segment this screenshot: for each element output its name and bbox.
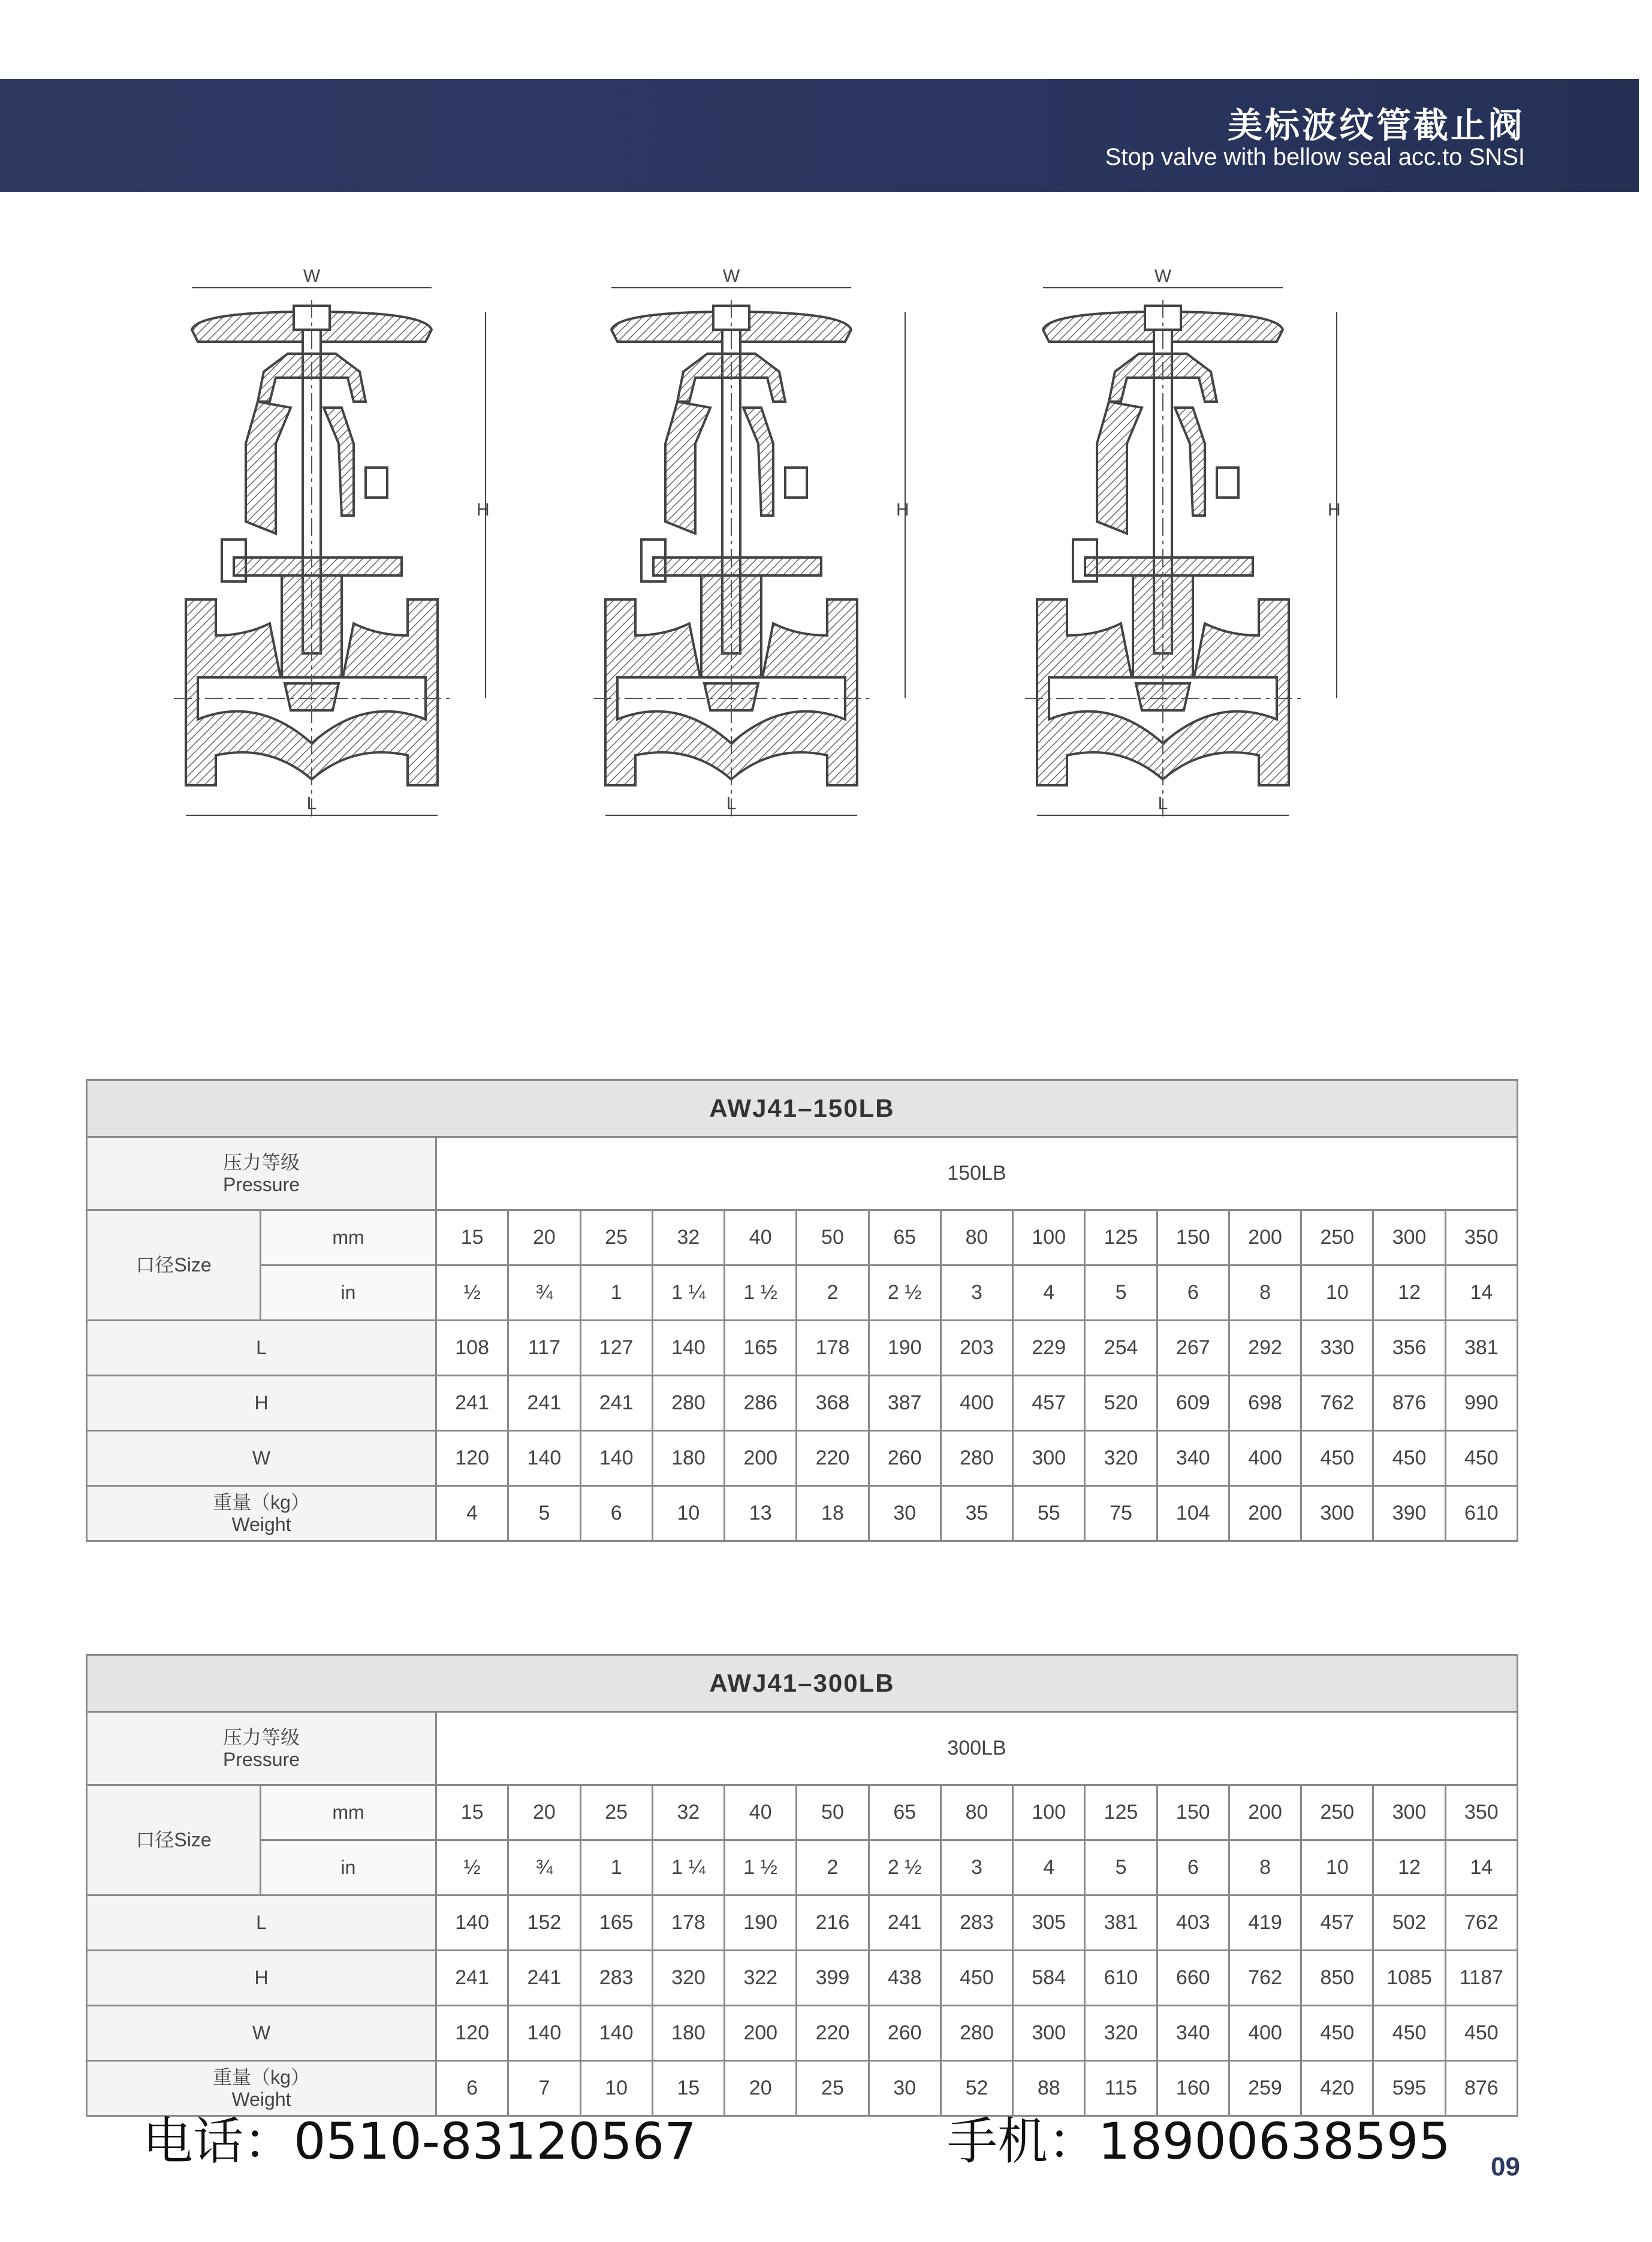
table-cell: 220 xyxy=(797,1431,869,1486)
table-cell: 1 ½ xyxy=(725,1840,797,1896)
table-cell: 140 xyxy=(580,1431,652,1486)
table-cell: 1 ¼ xyxy=(652,1265,724,1321)
table-cell: 368 xyxy=(797,1376,869,1431)
table-cell: 6 xyxy=(580,1486,652,1541)
table-cell: 15 xyxy=(436,1210,508,1265)
table-row xyxy=(87,1951,1518,2006)
table-cell: 88 xyxy=(1013,2061,1085,2116)
table-cell: 13 xyxy=(725,1486,797,1541)
table-row xyxy=(87,2006,1518,2061)
pressure-value: 300LB xyxy=(436,1712,1518,1785)
table-cell: 610 xyxy=(1085,1951,1157,2006)
table-cell: 100 xyxy=(1013,1210,1085,1265)
table-cell: 4 xyxy=(1013,1840,1085,1896)
table-cell: 1 xyxy=(580,1265,652,1321)
page-title-cn: 美标波纹管截止阀 xyxy=(1227,105,1525,146)
table-cell: 450 xyxy=(1445,1431,1517,1486)
footer-mobile: 手机：18900638595 xyxy=(947,2112,1451,2171)
table-cell: 14 xyxy=(1445,1265,1517,1321)
table-cell: 120 xyxy=(436,2006,508,2061)
page-title-en: Stop valve with bellow seal acc.to SNSI xyxy=(1105,144,1525,170)
table-cell: 280 xyxy=(940,2006,1012,2061)
pressure-value: 150LB xyxy=(436,1137,1518,1210)
spec-table-150lb xyxy=(86,1079,1518,1542)
table-cell: 125 xyxy=(1085,1785,1157,1840)
table-cell: 660 xyxy=(1157,1951,1229,2006)
table-cell: 450 xyxy=(940,1951,1012,2006)
spec-table-300lb xyxy=(86,1654,1518,2117)
table-cell: 35 xyxy=(940,1486,1012,1541)
table-cell: 6 xyxy=(1157,1265,1229,1321)
table-cell: 400 xyxy=(940,1376,1012,1431)
table-cell: 165 xyxy=(580,1896,652,1951)
table-caption: AWJ41–150LB xyxy=(87,1080,1518,1137)
table-cell: 190 xyxy=(869,1321,940,1376)
table-cell: 2 xyxy=(797,1265,869,1321)
table-cell: 52 xyxy=(940,2061,1012,2116)
table-cell: 387 xyxy=(869,1376,940,1431)
table-cell: L xyxy=(87,1896,436,1951)
table-cell: 300 xyxy=(1373,1210,1445,1265)
table-cell: 762 xyxy=(1301,1376,1373,1431)
table-cell: 125 xyxy=(1085,1210,1157,1265)
table-cell: 50 xyxy=(797,1785,869,1840)
table-cell: 20 xyxy=(725,2061,797,2116)
table-cell: 698 xyxy=(1229,1376,1301,1431)
table-cell: 1 ½ xyxy=(725,1265,797,1321)
table-cell: 8 xyxy=(1229,1840,1301,1896)
table-cell: 390 xyxy=(1373,1486,1445,1541)
table-cell: 420 xyxy=(1301,2061,1373,2116)
table-cell: 10 xyxy=(652,1486,724,1541)
table-cell: 300 xyxy=(1013,2006,1085,2061)
table-cell: 305 xyxy=(1013,1896,1085,1951)
table-cell: 267 xyxy=(1157,1321,1229,1376)
table-cell: 32 xyxy=(652,1210,724,1265)
table-cell: 610 xyxy=(1445,1486,1517,1541)
table-cell: 100 xyxy=(1013,1785,1085,1840)
table-cell: 609 xyxy=(1157,1376,1229,1431)
table-cell: 117 xyxy=(508,1321,580,1376)
table-cell: 10 xyxy=(1301,1265,1373,1321)
dim-l-1: L xyxy=(306,794,317,813)
table-cell: 140 xyxy=(580,2006,652,2061)
table-cell: 320 xyxy=(1085,2006,1157,2061)
table-cell: 30 xyxy=(869,2061,940,2116)
page-number: 09 xyxy=(1491,2152,1520,2181)
table-cell: 12 xyxy=(1373,1840,1445,1896)
table-cell: 20 xyxy=(508,1785,580,1840)
table-cell: 241 xyxy=(869,1896,940,1951)
table-cell: 40 xyxy=(725,1785,797,1840)
table-cell: 1187 xyxy=(1445,1951,1517,2006)
table-cell: 3 xyxy=(940,1265,1012,1321)
table-cell: ½ xyxy=(436,1265,508,1321)
table-cell: 75 xyxy=(1085,1486,1157,1541)
dim-w-1: W xyxy=(303,266,321,286)
dim-h-3: H xyxy=(1328,500,1341,520)
table-cell: W xyxy=(87,2006,436,2061)
table-caption: AWJ41–300LB xyxy=(87,1655,1518,1712)
table-cell: 18 xyxy=(797,1486,869,1541)
table-cell: 150 xyxy=(1157,1210,1229,1265)
dim-h-1: H xyxy=(477,500,490,520)
table-cell: 1 xyxy=(580,1840,652,1896)
table-cell: 762 xyxy=(1445,1896,1517,1951)
table-cell: 399 xyxy=(797,1951,869,2006)
table-cell: 292 xyxy=(1229,1321,1301,1376)
table-cell: 584 xyxy=(1013,1951,1085,2006)
table-row xyxy=(87,1431,1518,1486)
table-cell: 4 xyxy=(436,1486,508,1541)
table-cell: 300 xyxy=(1301,1486,1373,1541)
table-cell: 200 xyxy=(725,2006,797,2061)
table-cell: 140 xyxy=(652,1321,724,1376)
table-row xyxy=(87,1376,1518,1431)
table-cell: H xyxy=(87,1376,436,1431)
table-cell: 12 xyxy=(1373,1265,1445,1321)
table-cell: 5 xyxy=(1085,1840,1157,1896)
table-cell: 259 xyxy=(1229,2061,1301,2116)
table-cell: 450 xyxy=(1301,2006,1373,2061)
mm-label: mm xyxy=(261,1210,436,1265)
table-cell: 4 xyxy=(1013,1265,1085,1321)
table-cell: 403 xyxy=(1157,1896,1229,1951)
table-cell: 152 xyxy=(508,1896,580,1951)
table-cell: 200 xyxy=(1229,1210,1301,1265)
table-cell: 200 xyxy=(1229,1785,1301,1840)
table-cell: 381 xyxy=(1445,1321,1517,1376)
table-row xyxy=(87,1210,1518,1265)
table-cell: 80 xyxy=(940,1210,1012,1265)
table-cell: 520 xyxy=(1085,1376,1157,1431)
table-cell: 25 xyxy=(580,1785,652,1840)
table-cell: 180 xyxy=(652,2006,724,2061)
table-cell: 300 xyxy=(1373,1785,1445,1840)
table-cell: 30 xyxy=(869,1486,940,1541)
table-cell: 241 xyxy=(436,1376,508,1431)
table-cell: 重量（kg） Weight xyxy=(87,2061,436,2116)
table-cell: 7 xyxy=(508,2061,580,2116)
table-cell: W xyxy=(87,1431,436,1486)
table-cell: 5 xyxy=(508,1486,580,1541)
table-cell: 40 xyxy=(725,1210,797,1265)
table-cell: 280 xyxy=(940,1431,1012,1486)
table-cell: H xyxy=(87,1951,436,2006)
dim-l-3: L xyxy=(1157,794,1168,813)
table-row xyxy=(87,1265,1518,1321)
table-cell: 200 xyxy=(1229,1486,1301,1541)
table-cell: 850 xyxy=(1301,1951,1373,2006)
table-cell: 178 xyxy=(797,1321,869,1376)
table-cell: 340 xyxy=(1157,1431,1229,1486)
dim-w-3: W xyxy=(1154,266,1172,286)
table-cell: 502 xyxy=(1373,1896,1445,1951)
in-label: in xyxy=(261,1265,436,1321)
table-cell: 260 xyxy=(869,2006,940,2061)
table-cell: 283 xyxy=(580,1951,652,2006)
table-cell: 25 xyxy=(580,1210,652,1265)
table-cell: 127 xyxy=(580,1321,652,1376)
table-cell: 115 xyxy=(1085,2061,1157,2116)
table-cell: 2 xyxy=(797,1840,869,1896)
table-cell: 876 xyxy=(1373,1376,1445,1431)
table-cell: 120 xyxy=(436,1431,508,1486)
table-cell: 229 xyxy=(1013,1321,1085,1376)
table-cell: 990 xyxy=(1445,1376,1517,1431)
table-cell: 2 ½ xyxy=(869,1840,940,1896)
table-cell: 876 xyxy=(1445,2061,1517,2116)
table-cell: 216 xyxy=(797,1896,869,1951)
table-cell: 200 xyxy=(725,1431,797,1486)
table-cell: 6 xyxy=(1157,1840,1229,1896)
table-cell: 15 xyxy=(652,2061,724,2116)
table-row xyxy=(87,1785,1518,1840)
table-cell: ¾ xyxy=(508,1265,580,1321)
table-cell: 2 ½ xyxy=(869,1265,940,1321)
table-cell: 322 xyxy=(725,1951,797,2006)
table-cell: 300 xyxy=(1013,1431,1085,1486)
table-cell: 320 xyxy=(652,1951,724,2006)
table-cell: 400 xyxy=(1229,2006,1301,2061)
size-label: 口径Size xyxy=(87,1785,261,1896)
table-cell: 241 xyxy=(508,1951,580,2006)
table-cell: 330 xyxy=(1301,1321,1373,1376)
table-cell: 250 xyxy=(1301,1785,1373,1840)
table-cell: 1 ¼ xyxy=(652,1840,724,1896)
table-cell: 356 xyxy=(1373,1321,1445,1376)
table-cell: 254 xyxy=(1085,1321,1157,1376)
table-cell: 241 xyxy=(580,1376,652,1431)
table-cell: 381 xyxy=(1085,1896,1157,1951)
table-cell: 10 xyxy=(580,2061,652,2116)
valve-drawings-svg xyxy=(174,264,1349,863)
table-cell: 1085 xyxy=(1373,1951,1445,2006)
table-cell: 160 xyxy=(1157,2061,1229,2116)
table-cell: 3 xyxy=(940,1840,1012,1896)
table-cell: 25 xyxy=(797,2061,869,2116)
dim-l-2: L xyxy=(726,794,737,813)
table-cell: 320 xyxy=(1085,1431,1157,1486)
table-cell: 220 xyxy=(797,2006,869,2061)
table-cell: ½ xyxy=(436,1840,508,1896)
in-label: in xyxy=(261,1840,436,1896)
table-cell: 457 xyxy=(1013,1376,1085,1431)
table-cell: 32 xyxy=(652,1785,724,1840)
table-cell: 140 xyxy=(508,1431,580,1486)
table-cell: 350 xyxy=(1445,1785,1517,1840)
table-cell: 50 xyxy=(797,1210,869,1265)
table-cell: 450 xyxy=(1373,1431,1445,1486)
table-cell: 15 xyxy=(436,1785,508,1840)
table-cell: 241 xyxy=(436,1951,508,2006)
table-row xyxy=(87,1321,1518,1376)
table-cell: 180 xyxy=(652,1431,724,1486)
header-banner xyxy=(0,79,1639,192)
table-cell: 419 xyxy=(1229,1896,1301,1951)
table-row xyxy=(87,1840,1518,1896)
pressure-label: 压力等级 Pressure xyxy=(87,1712,436,1785)
table-cell: 55 xyxy=(1013,1486,1085,1541)
table-cell: 8 xyxy=(1229,1265,1301,1321)
table-cell: 450 xyxy=(1373,2006,1445,2061)
table-cell: 140 xyxy=(436,1896,508,1951)
footer-phone: 电话：0510-83120567 xyxy=(143,2112,697,2171)
table-cell: 10 xyxy=(1301,1840,1373,1896)
table-cell: 108 xyxy=(436,1321,508,1376)
table-cell: L xyxy=(87,1321,436,1376)
table-cell: 260 xyxy=(869,1431,940,1486)
table-cell: 14 xyxy=(1445,1840,1517,1896)
table-cell: 340 xyxy=(1157,2006,1229,2061)
table-cell: 80 xyxy=(940,1785,1012,1840)
size-label: 口径Size xyxy=(87,1210,261,1321)
table-cell: 178 xyxy=(652,1896,724,1951)
table-cell: 283 xyxy=(940,1896,1012,1951)
table-cell: 20 xyxy=(508,1210,580,1265)
table-row xyxy=(87,1486,1518,1541)
table-cell: 165 xyxy=(725,1321,797,1376)
table-cell: 140 xyxy=(508,2006,580,2061)
table-cell: 203 xyxy=(940,1321,1012,1376)
table-cell: 5 xyxy=(1085,1265,1157,1321)
table-cell: 450 xyxy=(1301,1431,1373,1486)
table-cell: 280 xyxy=(652,1376,724,1431)
table-cell: ¾ xyxy=(508,1840,580,1896)
table-cell: 150 xyxy=(1157,1785,1229,1840)
pressure-label: 压力等级 Pressure xyxy=(87,1137,436,1210)
mm-label: mm xyxy=(261,1785,436,1840)
table-cell: 350 xyxy=(1445,1210,1517,1265)
valve-drawings xyxy=(174,264,1349,863)
table-cell: 104 xyxy=(1157,1486,1229,1541)
table-cell: 450 xyxy=(1445,2006,1517,2061)
table-cell: 438 xyxy=(869,1951,940,2006)
table-cell: 65 xyxy=(869,1210,940,1265)
table-cell: 241 xyxy=(508,1376,580,1431)
table-cell: 65 xyxy=(869,1785,940,1840)
table-cell: 6 xyxy=(436,2061,508,2116)
table-cell: 重量（kg） Weight xyxy=(87,1486,436,1541)
table-cell: 190 xyxy=(725,1896,797,1951)
table-cell: 762 xyxy=(1229,1951,1301,2006)
table-cell: 286 xyxy=(725,1376,797,1431)
table-cell: 250 xyxy=(1301,1210,1373,1265)
dim-w-2: W xyxy=(722,266,740,286)
table-cell: 595 xyxy=(1373,2061,1445,2116)
table-cell: 457 xyxy=(1301,1896,1373,1951)
table-row xyxy=(87,1896,1518,1951)
table-cell: 400 xyxy=(1229,1431,1301,1486)
dim-h-2: H xyxy=(896,500,909,520)
